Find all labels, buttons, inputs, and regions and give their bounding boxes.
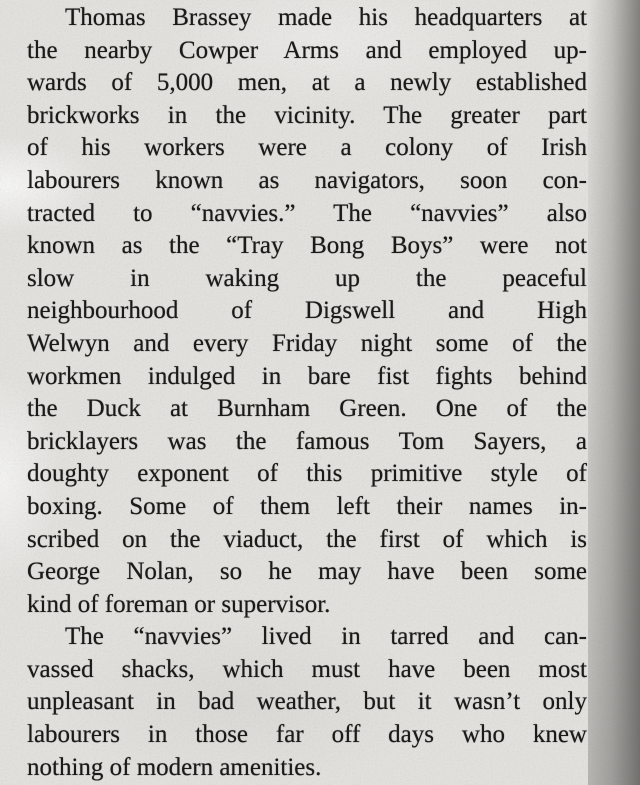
text-line: Welwyn and every Friday night some of the (27, 329, 587, 357)
paragraph-1 (27, 2, 587, 621)
text-line: The “navvies” lived in tarred and can- (65, 623, 587, 651)
text-line: neighbourhood of Digswell and High (27, 297, 587, 325)
text-line: wards of 5,000 men, at a newly established (27, 69, 587, 97)
text-line: vassed shacks, which must have been most (27, 655, 587, 683)
text-line: bricklayers was the famous Tom Sayers, a (27, 427, 587, 455)
text-line: nothing of modern amenities. (27, 753, 322, 781)
text-line: slow in waking up the peaceful (27, 264, 587, 292)
text-line: Thomas Brassey made his headquarters at (65, 4, 587, 31)
text-line: kind of foreman or supervisor. (27, 590, 331, 618)
text-line: tracted to “navvies.” The “navvies” also (27, 199, 587, 227)
text-line: labourers in those far off days who knew (27, 721, 587, 749)
text-line: the Duck at Burnham Green. One of the (27, 395, 587, 423)
text-line: of his workers were a colony of Irish (27, 134, 587, 162)
text-line: workmen indulged in bare fist fights behind (27, 362, 587, 390)
text-line: boxing. Some of them left their names in- (27, 492, 587, 520)
text-line: scribed on the viaduct, the first of which is (27, 525, 587, 553)
text-line: doughty exponent of this primitive style of (27, 460, 587, 488)
text-line: known as the “Tray Bong Boys” were not (27, 232, 587, 260)
text-line: labourers known as navigators, soon con- (27, 166, 587, 194)
text-line: the nearby Cowper Arms and employed up- (27, 36, 587, 64)
article-text (27, 2, 587, 784)
scan-gutter-shadow (588, 0, 640, 785)
text-line: unpleasant in bad weather, but it wasn’t only (27, 688, 587, 716)
paragraph-2 (27, 621, 587, 784)
text-line: George Nolan, so he may have been some (27, 558, 587, 586)
text-line: brickworks in the vicinity. The greater part (27, 101, 587, 129)
